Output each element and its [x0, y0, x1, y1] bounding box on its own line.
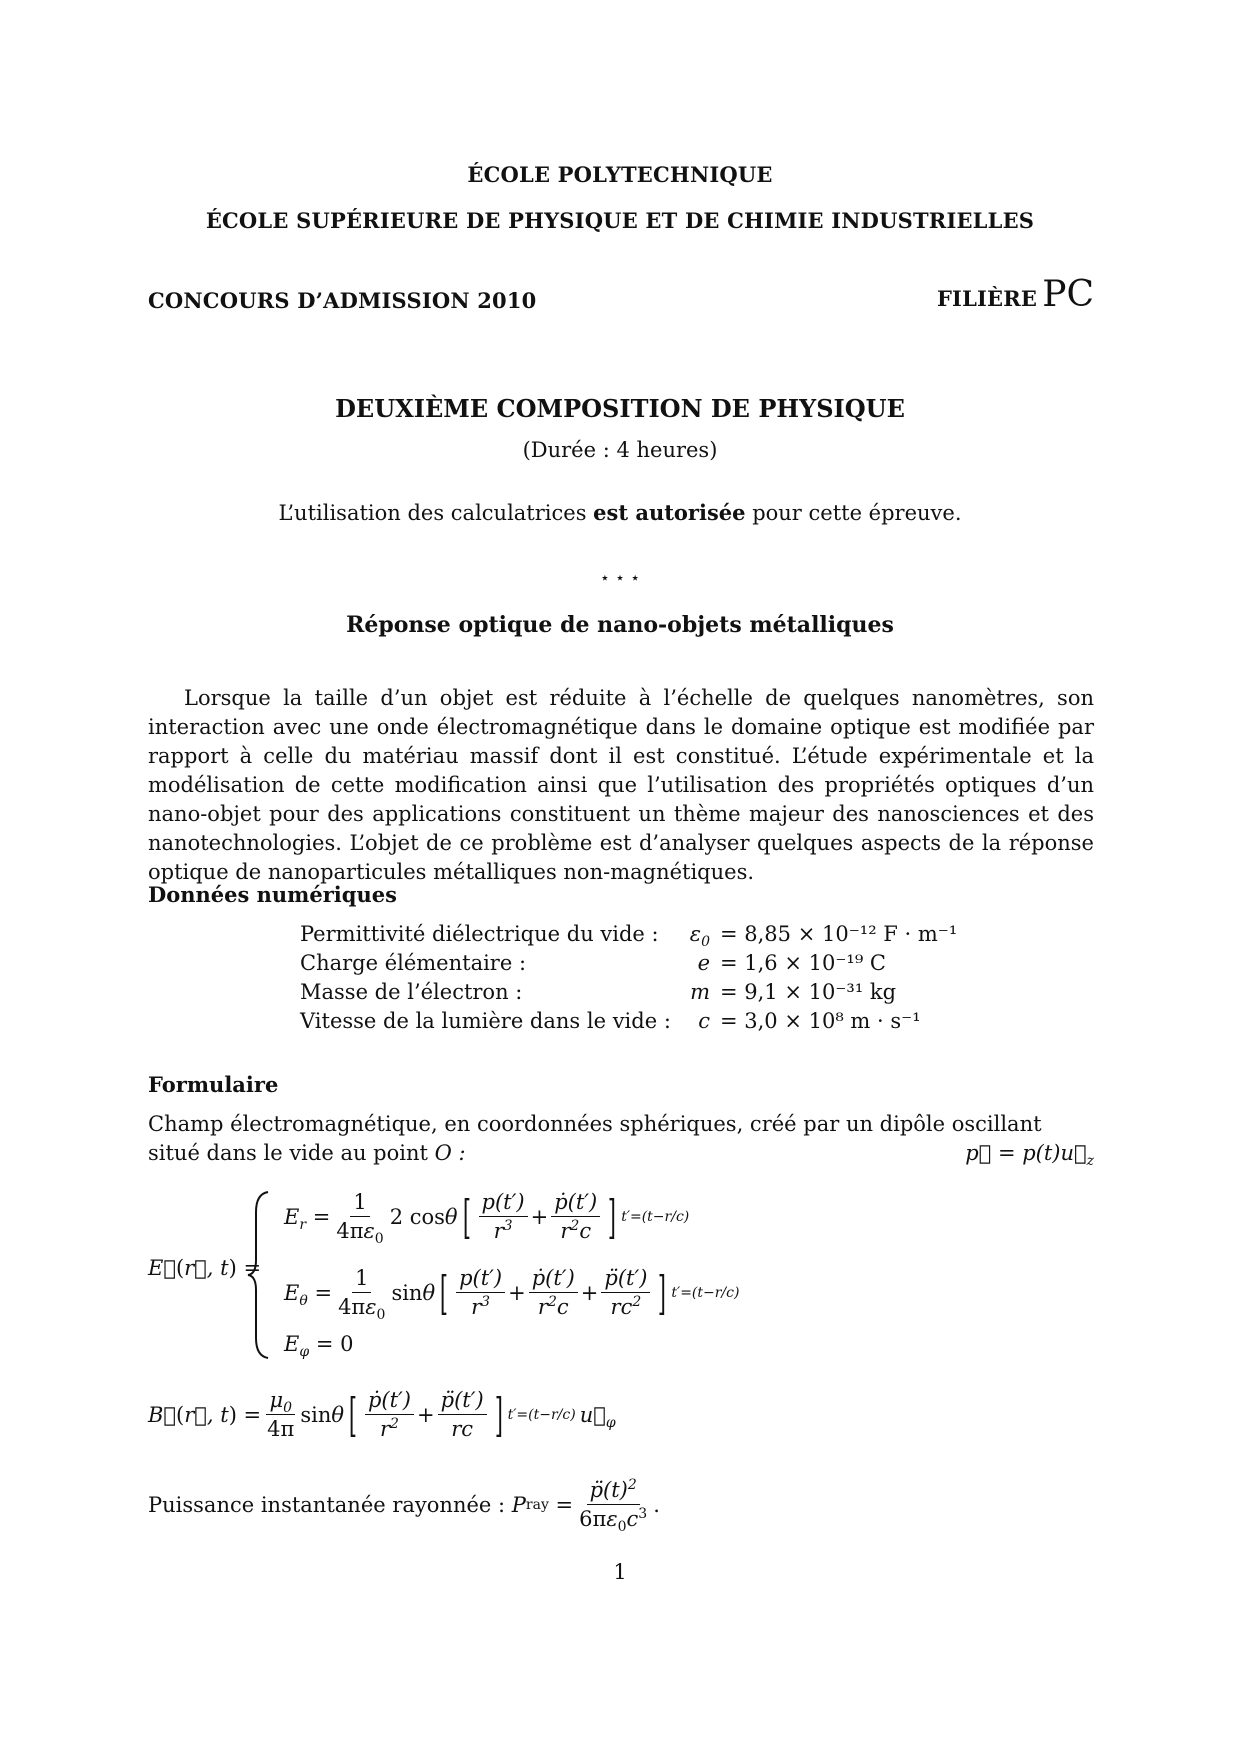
stars-separator: ⋆ ⋆ ⋆ — [599, 568, 641, 587]
concours-label: CONCOURS D’ADMISSION 2010 — [148, 288, 537, 313]
formulaire-heading: Formulaire — [148, 1072, 279, 1097]
electric-field-lhs: E⃗ ( r⃗, t ) = — [148, 1256, 262, 1280]
radiated-power-formula: Puissance instantanée rayonnée : P ray = $\frac{p̈(t)^2}{6\pi\varepsilon_0c^3}$ . — [148, 1477, 660, 1535]
school-name-2: ÉCOLE SUPÉRIEURE DE PHYSIQUE ET DE CHIMIE INDUSTRIELLES — [205, 208, 1035, 233]
school-name-1: ÉCOLE POLYTECHNIQUE — [467, 162, 773, 187]
intro-paragraph: Lorsque la taille d’un objet est réduite à l’échelle de quelques nanomètres, son interaction avec une onde électromagnétique dans le domaine optique est modifiée par rapport à celle du matériau massif dont il est constitué. L’étude expérimentale et la modélisation de cette modification ainsi que l’utilisation des propriétés optiques d’un nano-objet pour des applications constituent un thème majeur des nanosciences et des nanotechnologies. L’objet de ce problème est d’analyser quelques aspects de la réponse optique de nanoparticules métalliques non-magnétiques. — [148, 686, 1094, 884]
donnees-heading: Données numériques — [148, 882, 397, 907]
exam-title: DEUXIÈME COMPOSITION DE PHYSIQUE — [335, 394, 905, 423]
electric-field-formula — [148, 1190, 848, 1360]
filiere-label: FILIÈRE — [936, 286, 1038, 311]
calculator-notice: L’utilisation des calculatrices est autorisée pour cette épreuve. — [278, 500, 962, 525]
formulaire-intro-1: Champ électromagnétique, en coordonnées sphériques, créé par un dipôle oscillant p⃗ = $p(t)u⃗_z$ — [148, 1112, 1094, 1169]
brace-icon — [246, 1190, 272, 1360]
e-phi-component: $E_\varphi$ = 0 — [284, 1332, 354, 1360]
filiere — [937, 274, 1094, 315]
e-r-component: $E_r$ = $\frac{1}{4\pi\varepsilon_0}$ 2 cos θ [ $\frac{p(t')}{r^3}$ + $\frac{\text{ṗ(t′)}}{r^2c}$ ] t′=(t−r/c) — [284, 1189, 690, 1247]
magnetic-field-formula: B⃗ ( r⃗, t ) = $\frac{\mu_0}{4\pi}$ sin θ [ $\frac{\text{ṗ(t′)}}{r^2}$ + $\frac{p̈(t')}{rc}$ ] t′=(t−r/c) $u⃗_\varphi$ — [148, 1387, 616, 1442]
filiere-code: PC — [1042, 274, 1094, 315]
e-theta-component: $E_\theta$ = $\frac{1}{4\pi\varepsilon_0}$ sin θ [ $\frac{p(t')}{r^3}$ + $\frac{\text{ṗ(t′)}}{r^2c}$ + $\frac{p̈(t')}{rc^2}$ ] t′=(t−r/c) — [284, 1265, 740, 1323]
exam-duration: (Durée : 4 heures) — [522, 438, 718, 462]
formulaire-intro-2: situé dans le vide au point O : — [148, 1141, 466, 1165]
subject-title: Réponse optique de nano-objets métalliques — [346, 612, 894, 638]
page-number: 1 — [613, 1560, 627, 1584]
